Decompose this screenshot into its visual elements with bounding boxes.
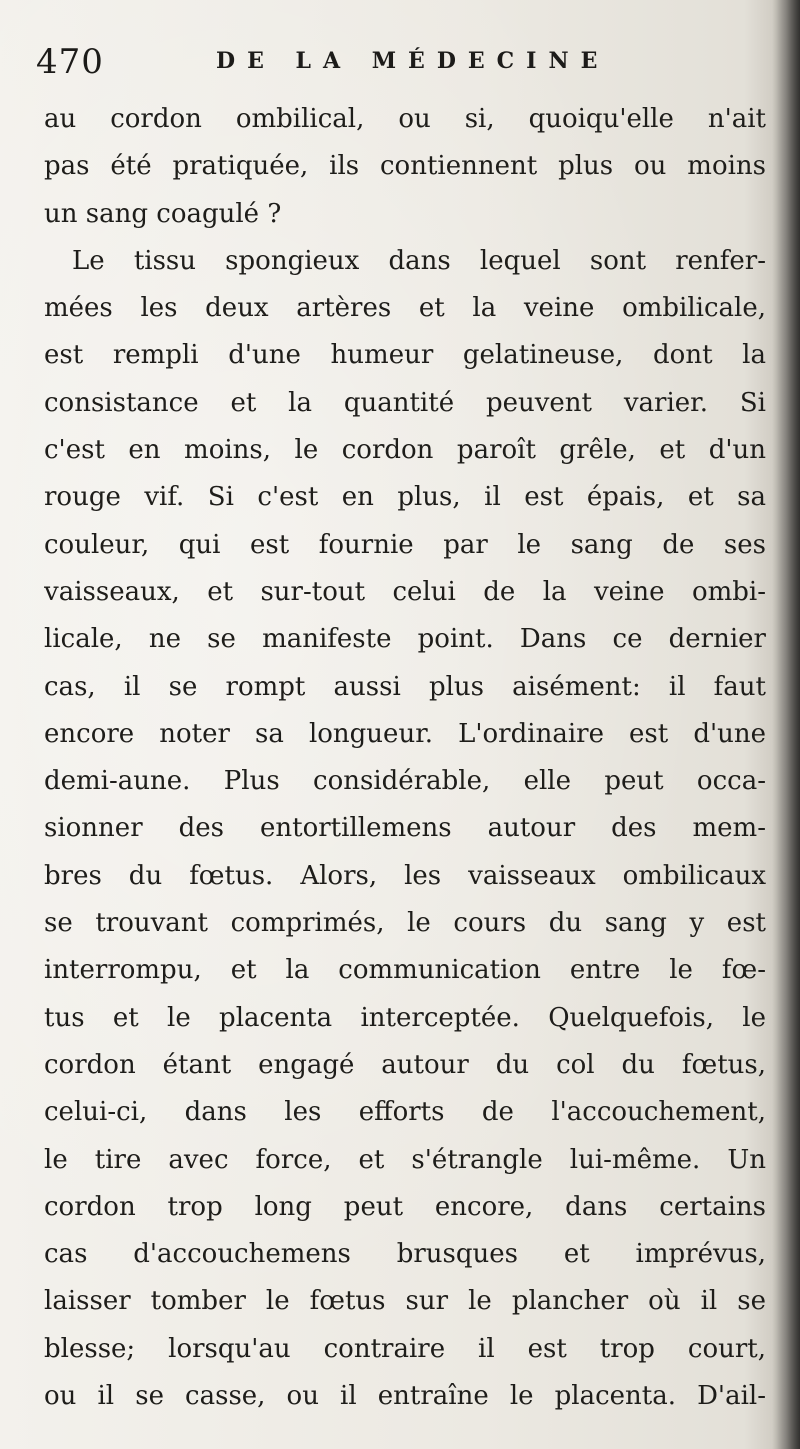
running-head: DE LA MÉDECINE [216,48,610,74]
text-line: celui-ci, dans les efforts de l'accouchement, [44,1097,766,1128]
text-line: ou il se casse, ou il entraîne le placenta. D'ail- [44,1381,766,1412]
text-line: interrompu, et la communication entre le fœ- [44,955,766,986]
text-line: cas d'accouchemens brusques et imprévus, [44,1239,766,1270]
text-line: pas été pratiquée, ils contiennent plus ou moins [44,151,766,182]
body-text [44,96,766,1420]
text-line: mées les deux artères et la veine ombilicale, [44,293,766,324]
text-line: rouge vif. Si c'est en plus, il est épais, et sa [44,482,766,513]
text-line: au cordon ombilical, ou si, quoiqu'elle n'ait [44,104,766,134]
text-line: cas, il se rompt aussi plus aisément: il faut [44,671,766,702]
text-line: est rempli d'une humeur gelatineuse, dont la [44,340,766,371]
page-number: 470 [36,42,104,82]
text-line: le tire avec force, et s'étrangle lui-même. Un [44,1144,766,1175]
text-line: cordon trop long peut encore, dans certains [44,1191,766,1222]
text-line: vaisseaux, et sur-tout celui de la veine ombi- [44,576,766,607]
text-line: licale, ne se manifeste point. Dans ce dernier [44,624,766,655]
text-line: laisser tomber le fœtus sur le plancher où il se [44,1286,766,1317]
text-line: blesse; lorsqu'au contraire il est trop court, [44,1333,766,1364]
text-line: bres du fœtus. Alors, les vaisseaux ombilicaux [44,860,766,891]
text-line: tus et le placenta interceptée. Quelquefois, le [44,1002,766,1033]
text-line: encore noter sa longueur. L'ordinaire est d'une [44,718,766,749]
text-line: c'est en moins, le cordon paroît grêle, et d'un [44,435,766,466]
page-header [36,40,756,90]
text-line: un sang coagulé ? [44,198,282,229]
page-gutter-shadow [772,0,800,1449]
text-line: sionner des entortillemens autour des mem- [44,813,766,844]
text-line: demi-aune. Plus considérable, elle peut occa- [44,766,766,797]
text-line: cordon étant engagé autour du col du fœtus, [44,1049,766,1080]
text-line: se trouvant comprimés, le cours du sang y est [44,908,766,939]
text-line: Le tissu spongieux dans lequel sont renfer- [72,245,766,276]
text-line: consistance et la quantité peuvent varier. Si [44,387,766,418]
text-line: couleur, qui est fournie par le sang de ses [44,529,766,560]
